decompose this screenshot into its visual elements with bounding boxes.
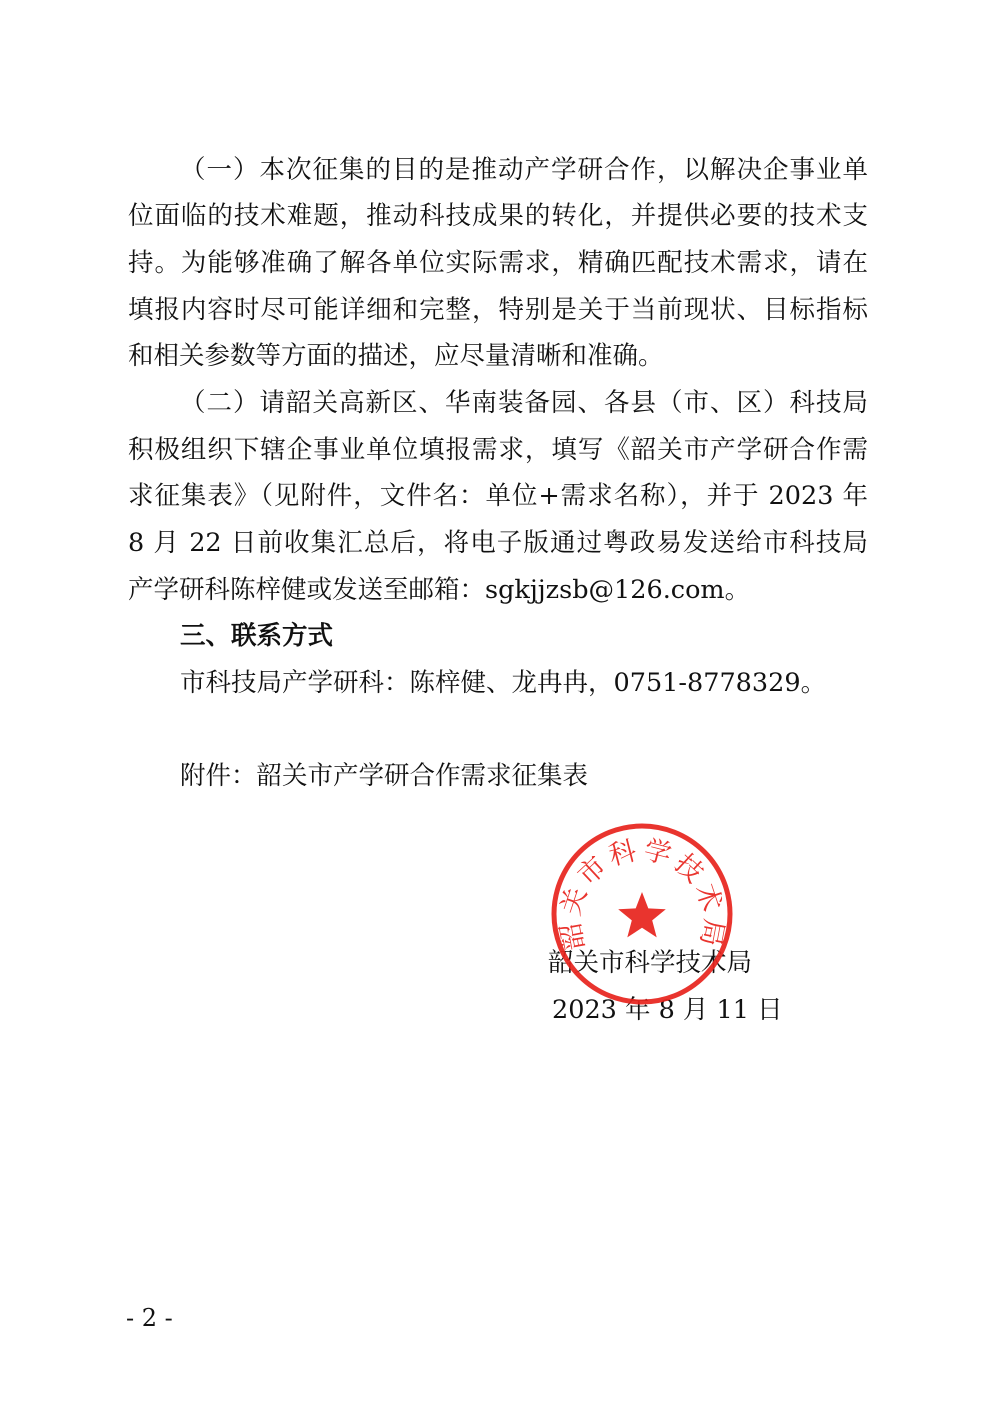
- official-seal-stamp: [548, 820, 736, 1008]
- paragraph-2-line-1: （二）请韶关高新区、华南装备园、各县（市、区）科技局: [180, 388, 868, 418]
- paragraph-1-line-2: 位面临的技术难题，推动科技成果的转化，并提供必要的技术支: [128, 201, 868, 231]
- paragraph-2-line-2: 积极组织下辖企事业单位填报需求，填写《韶关市产学研合作需: [128, 435, 868, 465]
- signature-date: 2023 年 8 月 11 日: [552, 995, 783, 1025]
- paragraph-1-line-5: 和相关参数等方面的描述，应尽量清晰和准确。: [128, 341, 664, 371]
- section-3-heading: 三、联系方式: [180, 621, 334, 651]
- paragraph-1-line-3: 持。为能够准确了解各单位实际需求，精确匹配技术需求，请在: [128, 248, 868, 278]
- seal-text: 韶关市科学技术局: [554, 834, 730, 953]
- paragraph-1-line-1: （一）本次征集的目的是推动产学研合作，以解决企事业单: [180, 155, 868, 185]
- signature-org: 韶关市科学技术局: [548, 948, 753, 978]
- paragraph-1-line-4: 填报内容时尽可能详细和完整，特别是关于当前现状、目标指标: [128, 295, 868, 325]
- paragraph-2-line-4: 8 月 22 日前收集汇总后，将电子版通过粤政易发送给市科技局: [128, 528, 868, 558]
- paragraph-2-line-5: 产学研科陈梓健或发送至邮箱：sgkjjzsb@126.com。: [128, 575, 751, 605]
- paragraph-2-line-3: 求征集表》（见附件，文件名：单位+需求名称），并于 2023 年: [128, 481, 868, 511]
- seal-star-icon: [618, 892, 666, 937]
- contact-line: 市科技局产学研科：陈梓健、龙冉冉，0751-8778329。: [180, 668, 827, 698]
- page-number: - 2 -: [126, 1304, 173, 1332]
- attachment-line: 附件：韶关市产学研合作需求征集表: [180, 761, 589, 791]
